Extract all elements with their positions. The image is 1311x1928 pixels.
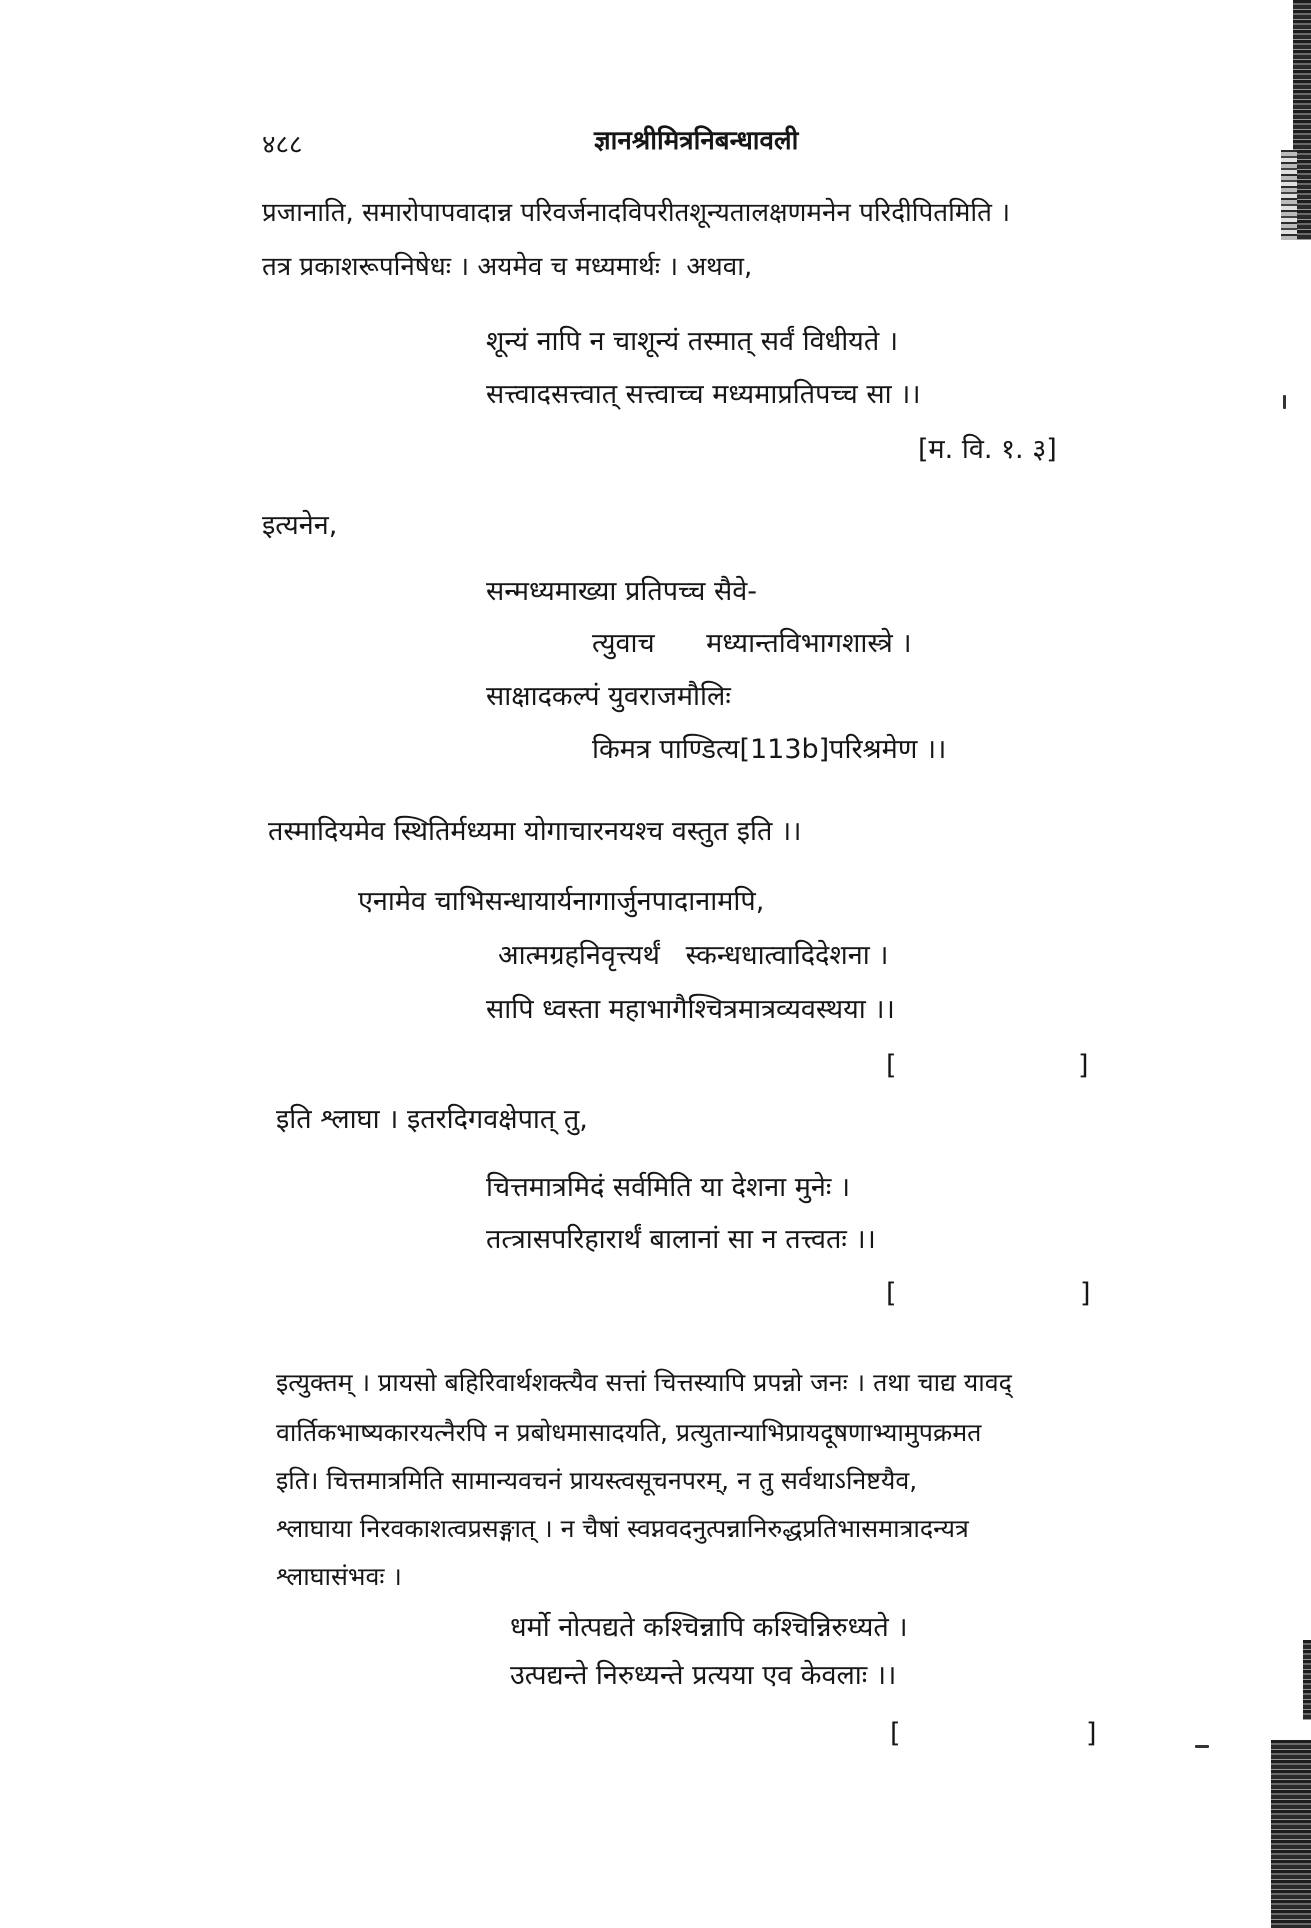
prose-line: श्लाघाया निरवकाशत्वप्रसङ्गात् । न चैषां स्वप्नवदनुत्पन्नानिरुद्धप्रतिभासमात्रादन्यत्र (276, 1514, 969, 1543)
verse-line: सापि ध्वस्ता महाभागैश्चित्रमात्रव्यवस्थया ।। (486, 994, 895, 1025)
verse-line: आत्मग्रहनिवृत्त्यर्थं स्कन्धधात्वादिदेशना । (498, 940, 889, 971)
verse-line: तत्त्रासपरिहारार्थं बालानां सा न तत्त्वतः ।। (486, 1224, 876, 1255)
prose-line: वार्तिकभाष्यकारयत्नैरपि न प्रबोधमासादयति, प्रत्युतान्याभिप्रायदूषणाभ्यामुपक्रमत (276, 1418, 982, 1447)
verse-line: उत्पद्यन्ते निरुध्यन्ते प्रत्यया एव केवलाः ।। (510, 1660, 897, 1691)
verse-bracket-close: ] (1086, 1718, 1097, 1749)
prose-line: प्रजानाति, समारोपापवादान्न परिवर्जनादविपरीतशून्यतालक्षणमनेन परिदीपितमिति । (262, 198, 1011, 228)
verse-line: किमत्र पाण्डित्य[113b]परिश्रमेण ।। (592, 734, 947, 765)
verse-line: सत्त्वादसत्त्वात् सत्त्वाच्च मध्यमाप्रतिपच्च सा ।। (486, 379, 921, 410)
page-number: ४८८ (262, 130, 303, 160)
scan-edge-bottom (1271, 1740, 1311, 1928)
verse-line: साक्षादकल्पं युवराजमौलिः (486, 681, 731, 712)
book-title: ज्ञानश्रीमित्रनिबन्धावली (594, 126, 799, 156)
verse-line: शून्यं नापि न चाशून्यं तस्मात् सर्वं विधीयते । (486, 326, 899, 357)
verse-bracket-open: [ (890, 1718, 901, 1749)
scan-edge-middle (1303, 1640, 1311, 1720)
connector-text: इत्यनेन, (262, 510, 338, 541)
verse-line: सन्मध्यमाख्या प्रतिपच्च सैवे- (486, 576, 757, 607)
scan-edge-top-inner (1281, 150, 1297, 240)
verse-line: धर्मो नोत्पद्यते कश्चिन्नापि कश्चिन्निरुध्यते । (510, 1612, 908, 1643)
prose-line: श्लाघासंभवः । (276, 1562, 402, 1591)
prose-line: इति। चित्तमात्रमिति सामान्यवचनं प्रायस्त्वसूचनपरम्, न तु सर्वथाऽनिष्टयैव, (276, 1466, 918, 1495)
verse-bracket-close: ] (1078, 1050, 1089, 1081)
prose-line: तस्मादियमेव स्थितिर्मध्यमा योगाचारनयश्च वस्तुत इति ।। (268, 816, 802, 847)
verse-bracket-close: ] (1080, 1278, 1091, 1309)
verse-reference: [म. वि. १. ३] (918, 434, 1057, 465)
scan-speck (1195, 1745, 1209, 1748)
verse-line: त्युवाच मध्यान्तविभागशास्त्रे । (592, 628, 912, 659)
verse-bracket-open: [ (886, 1278, 897, 1309)
prose-line: तत्र प्रकाशरूपनिषेधः । अयमेव च मध्यमार्थः । अथवा, (262, 252, 753, 282)
prose-line: एनामेव चाभिसन्धायार्यनागार्जुनपादानामपि, (358, 886, 765, 917)
scan-speck (1283, 395, 1286, 409)
connector-text: इति श्लाघा । इतरदिगवक्षेपात् तु, (276, 1104, 588, 1135)
verse-line: चित्तमात्रमिदं सर्वमिति या देशना मुनेः । (486, 1172, 851, 1203)
verse-bracket-open: [ (886, 1050, 897, 1081)
prose-line: इत्युक्तम् । प्रायसो बहिरिवार्थशक्त्यैव सत्तां चित्तस्यापि प्रपन्नो जनः । तथा चाद्य यावद् (276, 1368, 1012, 1397)
